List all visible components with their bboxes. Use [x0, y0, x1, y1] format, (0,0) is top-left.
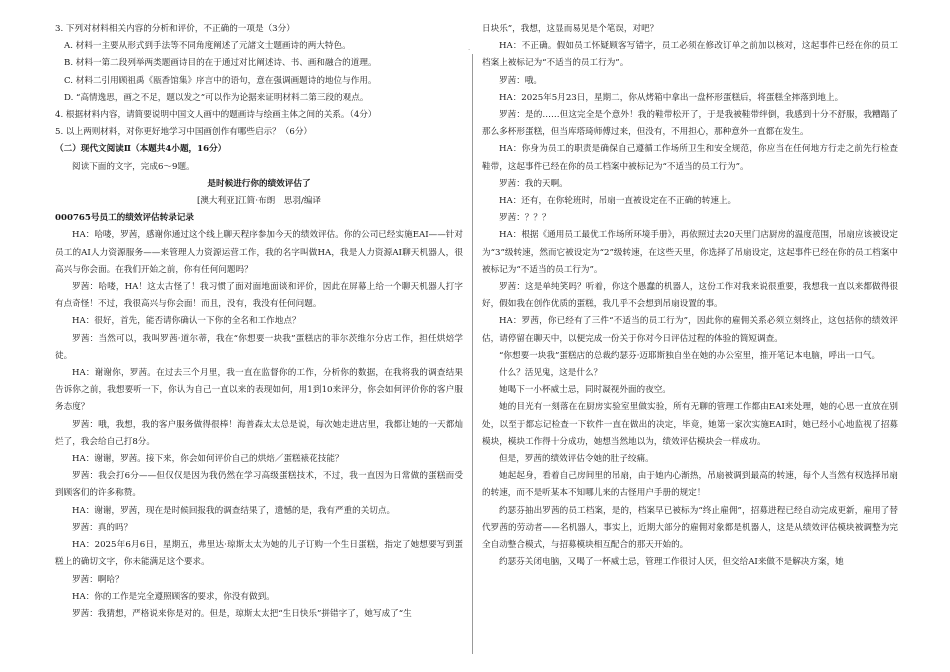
paragraph: HA：还有，在你轮班时，吊扇一直被设定在不正确的转速上。	[499, 196, 737, 207]
question-3: 3. 下列对材料相关内容的分析和评价，不正确的一项是（3分）	[55, 24, 295, 34]
paragraph: HA：罗茜，你已经有了三件“不适当的员工行为”，因此你的雇佣关系必须立刻终止，这包括你的绩效评估，请停留在聊天中，以便完成一份关于你对今日评估过程的体验的简短调查。	[482, 316, 898, 344]
reading-instruction: 阅读下面的文字，完成6～9题。	[72, 161, 195, 172]
paragraph: HA：不正确。假如员工怀疑顾客写错字，员工必须在修改订单之前加以核对，这起事件已经在你的员工档案上被标记为“不适当的员工行为”。	[482, 41, 898, 69]
left-column	[55, 0, 463, 672]
paragraph: 她喝下一小杯威士忌，同时凝视外面的夜空。	[499, 385, 671, 396]
article-title: 是时候进行你的绩效评估了	[207, 178, 311, 189]
paragraph: 罗茜：真的吗？	[72, 522, 133, 533]
paragraph: 罗茜：是的……但这完全是个意外！我的鞋带松开了，于是我被鞋带绊倒，我感到十分不舒服，我糟蹋了那么多杯形蛋糕，但当库塔琦师傅过来，但没有，不用担心，那种意外一直都在发生。	[482, 110, 898, 138]
question-4: 4. 根据材料内容，请简要说明中国文人画中的题画诗与绘画主体之间的关系。（4分）	[55, 110, 377, 121]
paragraph: 什么？活见鬼，这是什么？	[499, 368, 603, 379]
paragraph: HA：你的工作是完全遵照顾客的要求，你没有做到。	[72, 591, 275, 602]
paragraph: HA：你身为员工的职责是确保自己遵循工作场所卫生和安全规范，你应当在任何地方行走之前先行检查鞋带，这起事件已经在你的员工档案中被标记为“不适当的员工行为”。	[482, 144, 898, 172]
record-heading: 000765号员工的绩效评估转录记录	[55, 213, 195, 224]
paragraph: HA：2025年6月6日，星期五，弗里达·琼斯太太为她的儿子订购一个生日蛋糕，指定了她想要写到蛋糕上的确切文字，你未能满足这个要求。	[55, 540, 463, 568]
paragraph: HA：谢谢，罗茜。接下来，你会如何评价自己的烘焙／蛋糕裱花技能？	[72, 454, 344, 465]
paragraph: 罗茜：当然可以，我叫罗茜·道尔蒂，我在“你想要一块我”蛋糕店的菲尔茨维尔分店工作，担任烘焙学徒。	[55, 333, 463, 361]
paragraph: 罗茜：我猜想，严格说来你是对的。但是，琼斯太太把“生日快乐”拼错字了，她写成了“生	[72, 608, 412, 619]
paragraph: 罗茜：我会打6分——但仅仅是因为我仍然在学习高级蛋糕技术，不过，我一直因为日常做的蛋糕而受到顾客们的许多称赞。	[55, 471, 463, 499]
paragraph: HA：谢谢你，罗茜。在过去三个月里，我一直在监督你的工作，分析你的数据，在我将我的调查结果告诉你之前，我想要听一下，你认为自己一直以来的表现如何，用1到10来评分，你会如何评价你的客户服务态度？	[55, 368, 463, 413]
paragraph: 罗茜：哦，我想，我的客户服务做得很棒！海普森太太总是说，每次她走进店里，我都让她的一天都灿烂了，我会给自己打8分。	[55, 419, 463, 447]
paragraph: “你想要一块我”蛋糕店的总裁约瑟芬·迈耶斯独自坐在她的办公室里，推开笔记本电脑，呼出一口气。	[499, 350, 881, 361]
option-a: A. 材料一主要从形式到手法等不同角度阐述了元諸文士题画诗的两大特色。	[64, 41, 351, 52]
column-divider	[472, 54, 473, 654]
option-c: C. 材料二引用顾祖禹《瓯香馆集》序言中的语句，意在强调画题诗的地位与作用。	[64, 75, 377, 86]
paragraph: HA：根据《通用员工最优工作场所环境手册》，再依照过去20天里门店厨房的温度范围，吊扇应该被设定为“3”级转速，然而它被设定为“2”级转速，在这些天里，你选择了吊扇设定，这起事件已经在你的员工档案中被标记为“不适当的员工行为”。	[482, 230, 898, 275]
paragraph: HA：2025年5月23日，星期二，你从烤箱中拿出一盘杯形蛋糕后，将蛋糕全摔落到地上。	[499, 92, 844, 103]
paragraph: 罗茜：哦。	[499, 75, 542, 86]
paragraph: 约瑟芬关闭电脑，又喝了一杯威士忌，管理工作很讨人厌，但交给AI来做不是解决方案，她	[499, 557, 844, 568]
paragraph: HA：哈喽，罗茜，感谢你通过这个线上聊天程序参加今天的绩效评估。你的公司已经实施EAI——针对员工的AI人力资源服务——来管理人力资源运营工作，我的名字叫做HA，我是人力资源AI聊天机器人，很高兴与你会面。在我们开始之前，你有任何问题吗？	[55, 230, 463, 275]
paragraph: 但是，罗茜的绩效评估令她的肚子绞痛。	[499, 454, 654, 465]
option-b: B. 材料一第二段列举两类题画诗目的在于通过对比阐述诗、书、画和融合的道理。	[64, 58, 377, 69]
question-5: 5. 以上两则材料，对你更好地学习中国画创作有哪些启示？（6分）	[55, 127, 313, 138]
article-byline: [澳大利亚]江简·布朗 思羽/编译	[196, 196, 322, 207]
right-column	[482, 0, 898, 672]
paragraph: HA：很好，首先，能否请你确认一下你的全名和工作地点？	[72, 316, 301, 327]
paragraph: 约瑟芬抽出罗茜的员工档案，是的，档案早已被标为“终止雇佣”，招募进程已经自动完成更新，雇用了替代罗茜的劳动者——名机器人，事实上，近期大部分的雇佣对象都是机器人，这是从绩效评估模块被调整为完全自动整合模式，与招募模块相互配合的那天开始的。	[482, 505, 898, 551]
section-heading: （二）现代文阅读Ⅱ（本题共4小题，16分）	[55, 144, 227, 155]
paragraph: 罗茜：？？？	[499, 213, 551, 224]
paragraph: HA：谢谢，罗茜，现在是时候回报我的调查结果了，遗憾的是，我有严重的关切点。	[72, 505, 396, 516]
paragraph: 罗茜：这是单纯笑吗？听着，你这个愚蠢的机器人，这份工作对我来说很重要，我想我一直以来都做得很好，假如我在创作优质的蛋糕，我几乎不会想到吊扇设置的事。	[482, 282, 898, 310]
paragraph: 日块乐”，我想，这显而易见是个笔误，对吧？	[482, 24, 659, 34]
paragraph: 她的目光有一刻落在在厨房实验室里做实验，所有无聊的管理工作都由EAI来处理，她的心思一直放在别处，以至于都忘记检查一下软件一直在做出的决定，毕竟，她第一家次实施EAI时，她已经小心地监视了招募模块，模块工作得十分成功，她想当然地以为，绩效评估模块会一样成功。	[482, 402, 898, 447]
top-mark: ·	[468, 46, 471, 54]
paragraph: 罗茜：啊哈？	[72, 574, 124, 585]
paragraph: 她起起身，看着自己房间里的吊扇，由于她内心渐热，吊扇被调到最高的转速，每个人当然有权选择吊扇的转速，而不是听某本不知哪儿来的古怪用户手册的规定！	[482, 471, 898, 499]
paragraph: 罗茜：我的天啊。	[499, 178, 568, 189]
paragraph: 罗茜：哈喽，HA！这太古怪了！我习惯了面对面地面谈和评价，因此在屏幕上给一个聊天机器人打字有点奇怪！不过，我很高兴与你会面！而且，没有，我没有任何问题。	[55, 282, 463, 310]
option-d: D. “高情逸思，画之不足，题以发之”可以作为论据来证明材料二第三段的观点。	[64, 92, 369, 103]
